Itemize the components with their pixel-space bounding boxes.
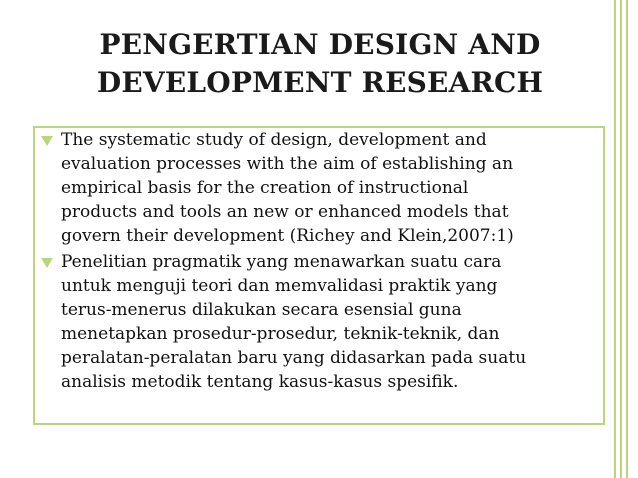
bullet-text: The systematic study of design, development and evaluation processes with the aim of establishing an empirical basis for the creation of instructional products and tools an new or enhanced models that govern their development (Richey and Klein,2007:1) [61,130,514,246]
stripe [614,0,616,478]
bullet-text: Penelitian pragmatik yang menawarkan suatu cara untuk menguji teori dan memvalidasi praktik yang terus-menerus dilakukan secara esensial guna menetapkan prosedur-prosedur, teknik-teknik, dan peralatan-peralatan baru yang didasarkan pada suatu analisis metodik tentang kasus-kasus spesifik. [61,252,527,392]
bullet-marker-icon [39,256,55,270]
bullet-list [33,128,613,396]
stripe [620,0,622,478]
title-line-2: DEVELOPMENT RESEARCH [96,66,544,99]
bullet-item [33,250,613,394]
bullet-item [33,128,613,248]
stripe [626,0,628,478]
decorative-stripes [614,0,638,478]
title-line-1: PENGERTIAN DESIGN AND [99,28,541,61]
slide-title [60,26,580,102]
bullet-marker-icon [39,134,55,148]
